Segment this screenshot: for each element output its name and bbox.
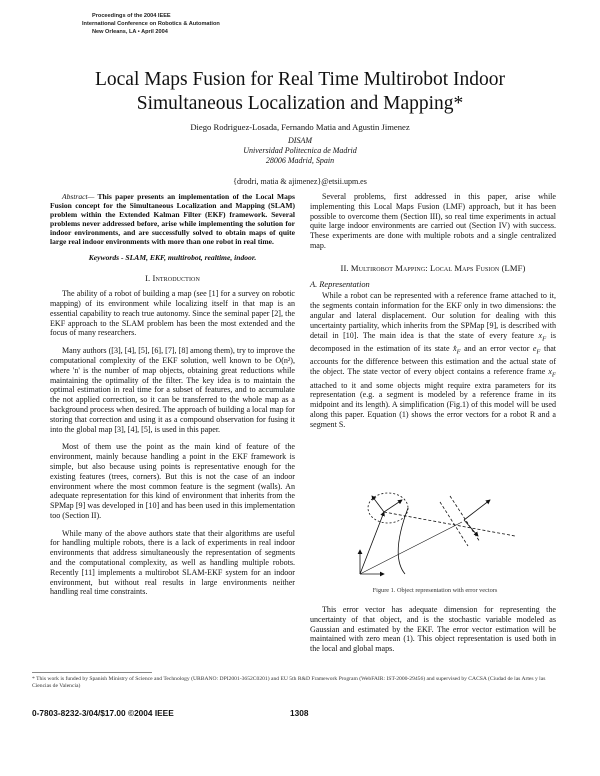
abstract <box>50 192 295 247</box>
robot-uncertainty-ellipse <box>368 493 408 523</box>
section-1-heading: I. Introduction <box>145 273 200 284</box>
proceedings-line-3: New Orleans, LA • April 2004 <box>92 29 168 35</box>
figure-1-diagram <box>350 486 520 581</box>
paper-title <box>20 68 580 116</box>
rep-text-3: and an error vector <box>464 343 530 353</box>
segment-dashed <box>440 502 468 546</box>
robot-position-vector <box>360 512 384 574</box>
robot-frame-x <box>384 500 402 512</box>
symbol-x-f: $x_F$ <box>538 330 547 343</box>
symbol-x-hat-f: $x̂_F$ <box>452 343 461 356</box>
abstract-text: This paper presents an implementation of the Local Maps Fusion concept for the Simultaneous Localization and Mapping (SLAM) problem within the Extended Kalman Filter (EKF) framework. Several problems never addressed before, arise while implementing the solution for indoor environments, and are successfully solved to obtain maps of quite large real indoor environments with more than one robot in real time. <box>50 192 295 247</box>
left-column <box>50 192 295 597</box>
title-line-2: Simultaneous Localization and Mapping* <box>136 93 464 114</box>
abstract-label: Abstract— <box>62 192 95 201</box>
symbol-frame-f: $x_F$ <box>548 367 556 379</box>
right-column-bottom <box>310 605 556 654</box>
proceedings-header <box>82 12 282 36</box>
segment-position-vector <box>360 522 462 574</box>
symbol-e-f: $e_F$ <box>532 343 541 356</box>
affiliation <box>20 136 580 167</box>
intro-paragraph-4: While many of the above authors state that their algorithms are useful for handling multiple robots, there is a lack of experiments in real indoor environments that address simultaneously the representation of segments and the computational complexity, as well as handling multiple robots. Recently [11] implements a multirobot SLAM-EKF system for an indoor environment, but without real results in large environments neither handling real time constraints. <box>50 528 295 597</box>
curve-arc <box>398 508 408 574</box>
rep-text-1: While a robot can be represented with a reference frame attached to it, the segments contain information for the EKF only in two dimensions: the angular and lateral displacement. Our solution for dealing with this uncertainty partiality, which inherits from the SPMap [9], is described with detail in [10]. The main idea is that the state of every feature <box>310 291 556 340</box>
intro-paragraph-2: Many authors ([3], [4], [5], [6], [7], [8] among them), try to improve the computational complexity of the EKF solution, well known to be O(n²), where 'n' is the number of map objects, obtaining great reductions while maintaining the optimality of the filter. The key idea is to maintain the optimal estimation in real time for a subset of features, and to accumulate the not applied correction, so it can be transferred to the whole map as a background process when desired. The approach of building a local map for storing that correction and using it as a compound observation for fusing it into the global map [3], [4], [5], is used in this paper. <box>50 346 295 434</box>
page-number: 1308 <box>290 708 309 718</box>
intro-paragraph-1: The ability of a robot of building a map (see [1] for a survey on robotic mapping) of its environment while localizing itself in that map is an essential capability to reach true autonomy. Since the seminal paper [2], the EKF approach to the SLAM problem has been the most extended and the focus of many researchers. <box>50 289 295 338</box>
footer-isbn: 0-7803-8232-3/04/$17.00 ©2004 IEEE <box>32 708 174 718</box>
segment-frame-y <box>464 520 478 536</box>
proceedings-line-1: Proceedings of the 2004 IEEE <box>92 13 171 19</box>
proceedings-line-2: International Conference on Robotics & Automation <box>82 21 220 27</box>
rep-text-2: is decomposed in the estimation of its state <box>310 330 557 353</box>
rep-text-4: that accounts for the difference between this estimation and the actual state of the object. The state vector of every object contains a reference frame <box>310 343 557 377</box>
title-line-1: Local Maps Fusion for Real Time Multirobot Indoor <box>94 69 506 90</box>
affiliation-university: Universidad Politecnica de Madrid <box>243 146 357 156</box>
footnote-rule <box>32 672 152 673</box>
rep-text-5: attached to it and some objects might require extra parameters for its representation (e.g. a segment is modeled by a reference frame in its midpoint and its length). A simplification (Fig.1) of this model will be used along this paper. Equation (1) shows the error vectors for a robot R and a segment S. <box>310 380 556 429</box>
figure-1-caption: Figure 1. Object representation with error vectors <box>372 587 498 594</box>
authors: Diego Rodriguez-Losada, Fernando Matia and Agustin Jimenez <box>190 122 410 132</box>
robot-to-segment-line <box>384 512 515 536</box>
right-column <box>310 192 556 430</box>
affiliation-city: 28006 Madrid, Spain <box>265 156 335 166</box>
right-paragraph-1: Several problems, first addressed in this paper, arise while implementing this Local Maps Fusion (LMF) approach, but it has been possible to overcome them (Section III), so real time experiments in actual quite large indoor environments are carried out (Section IV) with success. These experiments are done with multiple robots and a single centralized map. <box>310 192 556 250</box>
intro-paragraph-3: Most of them use the point as the main kind of feature of the environment, mainly because handling a point in the EKF framework is simple, but also because using points is representative enough for the existing features (trees, corners). But this is not the case of an indoor environment where the most common feature is the segment (walls). An adequate representation for this kind of environment that inherits from the SPMap [9] was developed in [10] and has been used in this implementation too (Section II). <box>50 442 295 520</box>
representation-paragraph <box>310 291 556 429</box>
affiliation-dept: DISAM <box>288 136 312 145</box>
representation-paragraph-2: This error vector has adequate dimension for representing the uncertainty of that object, and is the stochastic variable modeled as Gaussian and estimated by the EKF. The error vector estimation will be maintained with zero mean (1). This object representation is used both in the local and global maps. <box>310 605 556 654</box>
author-emails: {drodri, matia & ajimenez}@etsii.upm.es <box>233 177 367 186</box>
footnote: * This work is funded by Spanish Ministry of Science and Technology (URBANO: DPI2001-3652C0201) and EU 5th R&D Framework Program (WebFAIR: IST-2000-29456) and supervised by CACSA (Ciudad de las Artes y las Ciencias de Valencia) <box>32 676 546 690</box>
keywords: Keywords - SLAM, EKF, multirobot, realtime, indoor. <box>88 252 257 262</box>
section-2-heading: II. Multirobot Mapping: Local Maps Fusion (LMF) <box>340 262 526 273</box>
segment-frame-x <box>464 500 490 520</box>
robot-frame-y <box>372 496 384 512</box>
subsection-a-heading: A. Representation <box>310 279 370 289</box>
